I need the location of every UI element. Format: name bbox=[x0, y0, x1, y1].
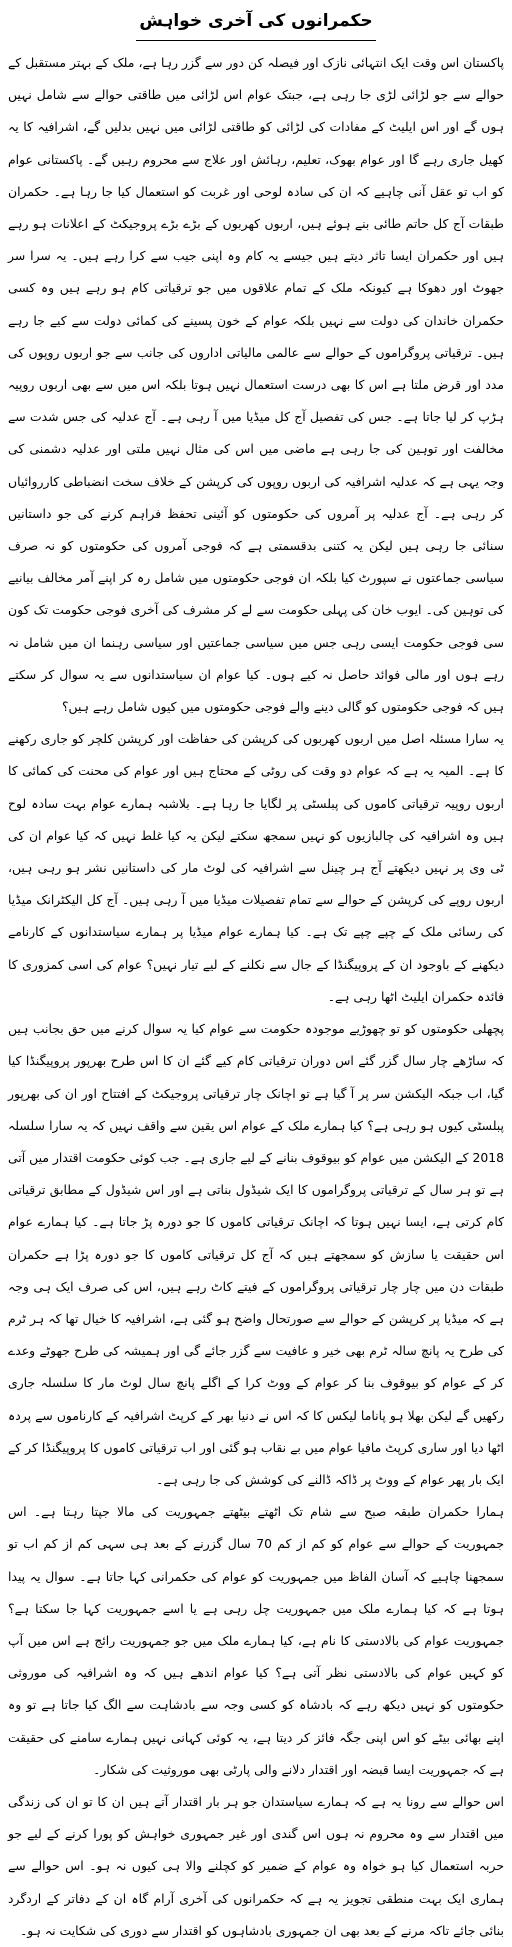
article-body bbox=[8, 47, 504, 1947]
title-underline bbox=[136, 40, 376, 41]
article-title: حکمرانوں کی آخری خواہش bbox=[139, 11, 373, 31]
article-paragraph-3: پچھلی حکومتوں کو تو چھوڑیے موجودہ حکومت سے عوام کیا یہ سوال کرنے میں حق بجانب ہیں کہ ساڑھے چار سال گزر گئے اس دوران ترقیاتی کام کیے گئے ان کا اس طرح بھرپور پروپیگنڈا کیا گیا، اب جبکہ الیکشن سر پر آ گیا ہے تو اچانک چار ترقیاتی پروجیکٹ کے افتتاح اور ان کی بھرپور پبلسٹی کیوں ہو رہی ہے؟ کیا ہمارے ملک کے عوام اس یقین سے واقف نہیں کہ یہ سارا سلسلہ 2018 کے الیکشن میں عوام کو بیوقوف بنانے کے لیے جاری ہے۔ جب کوئی حکومت اقتدار میں آتی ہے تو ہر سال کے ترقیاتی پروگراموں کا ایک شیڈول بناتی ہے اور اس شیڈول کے مطابق ترقیاتی کام کرتی ہے، ایسا نہیں ہوتا کہ اچانک ترقیاتی کاموں کا جو دورہ پڑ جاتا ہے۔ کیا ہمارے عوام اس حقیقت یا سازش کو سمجھتے ہیں کہ آج کل ترقیاتی کاموں کا جو دورہ پڑا ہے حکمران طبقات دن میں چار چار ترقیاتی پروگراموں کے فیتے کاٹ رہے ہیں، اس کی صرف ایک ہی وجہ ہے کہ میڈیا پر کرپشن کے حوالے سے صورتحال واضح ہو گئی ہے، اشرافیہ کا خیال تھا کہ ہر ٹرم کی طرح یہ پانچ سالہ ٹرم بھی خیر و عافیت سے گزر جائے گی اور ہمیشہ کی طرح جھوٹے وعدے کر کے عوام کو بیوقوف بنا کر عوام کے ووٹ کرا کے اگلے پانچ سال لوٹ مار کا سلسلہ جاری رکھیں گے لیکن بھلا ہو پاناما لیکس کا کہ اس نے دنیا بھر کے کرپٹ اشرافیہ کے کارناموں سے پردہ اٹھا دیا اور ساری کرپٹ مافیا عوام میں بے نقاب ہو گئی اور اب ترقیاتی کاموں کا پروپیگنڈا کر کے ایک بار پھر عوام کے ووٹ پر ڈاکہ ڈالنے کی کوشش کی جا رہی ہے۔ bbox=[8, 1021, 504, 1487]
article-paragraph-4: ہمارا حکمران طبقہ صبح سے شام تک اٹھتے بیٹھتے جمہوریت کی مالا جپتا رہتا ہے۔ اس جمہوریت کے حوالے سے عوام کو کم از کم 70 سال گزرنے کے بعد ہی سہی کم از کم اب تو سمجھنا چاہیے کہ آسان الفاظ میں جمہوریت کو عوام کی حکمرانی کہا جاتا ہے۔ سوال یہ پیدا ہوتا ہے کہ کیا ہمارے ملک میں جمہوریت چل رہی ہے یا اسے جمہوریت کہا جا سکتا ہے؟ جمہوریت عوام کی بالادستی کا نام ہے، کیا ہمارے ملک میں جو جمہوریت رائج ہے اس میں آپ کو کہیں عوام کی بالادستی نظر آتی ہے؟ کیا عوام اندھے ہیں کہ وہ اشرافیہ کی موروثی حکومتوں کو نہیں دیکھ رہے کہ بادشاہ کو کسی وجہ سے بادشاہت سے الگ کیا جاتا ہے تو وہ اپنے بھائی بیٹے کو اس اپنی جگہ فائز کر دیتا ہے، یہ کوئی کہانی نہیں ہمارے سامنے کی حقیقت ہے کہ جمہوریت ایسا قبضہ اور اقتدار دلانے والی پارٹی بھی موروثیت کی شکار۔ bbox=[8, 1504, 504, 1777]
article-paragraph-5: اس حوالے سے رونا یہ ہے کہ ہمارے سیاستدان جو ہر بار اقتدار آتے ہیں ان کا تو ان کی زندگی میں اقتدار سے وہ محروم نہ ہوں اس گندی اور غیر جمہوری خواہش کو پورا کرنے کے لیے جو حربہ استعمال کیا ہو خواہ وہ عوام کے ضمیر کو کچلنے والا ہی کیوں نہ ہو۔ اس حوالے سے ہماری ایک بہت منطقی تجویز یہ ہے کہ حکمرانوں کی آخری آرام گاہ ان کے دفاتر کے اردگرد بنائی جائے تاکہ مرنے کے بعد بھی ان جمہوری بادشاہوں کو اقتدار سے دوری کی شکایت نہ ہو۔ bbox=[8, 1793, 504, 1938]
article-paragraph-1: پاکستان اس وقت ایک انتہائی نازک اور فیصلہ کن دور سے گزر رہا ہے، ملک کے بہتر مستقبل کے حوالے سے جو لڑائی لڑی جا رہی ہے، جبتک عوام اس لڑائی میں طاقتی حوالے سے شامل نہیں ہوں گے اور اس ایلیٹ کے مفادات کی لڑائی کو طاقتی لڑائی میں نہیں بدلیں گے، اشرافیہ کا یہ کھیل جاری رہے گا اور عوام بھوک، تعلیم، رہائش اور علاج سے محروم رہیں گے۔ پاکستانی عوام کو اب تو عقل آنی چاہیے کہ ان کی سادہ لوحی اور غربت کو استعمال کیا جا رہا ہے۔ حکمران طبقات آج کل حاتم طائی بنے ہوئے ہیں، اربوں کھربوں کے بڑے بڑے پروجیکٹ کے اعلانات ہو رہے ہیں اور حکمران ایسا تاثر دیتے ہیں جیسے یہ کام وہ اپنی جیب سے کرا رہے ہیں۔ یہ سرا سر جھوٹ اور دھوکا ہے کیونکہ ملک کے تمام علاقوں میں جو ترقیاتی کام ہو رہے ہیں وہ کسی حکمران خاندان کی دولت سے نہیں بلکہ عوام کے خون پسینے کی کمائی دولت سے کیے جا رہے ہیں۔ ترقیاتی پروگراموں کے حوالے سے عالمی مالیاتی اداروں کی جانب سے جو اربوں روپوں کی مدد اور قرض ملتا ہے اس کا بھی درست استعمال نہیں ہوتا بلکہ اس میں سے بھی اربوں روپیہ ہڑپ کر لیا جاتا ہے۔ جس کی تفصیل آج کل میڈیا میں آ رہی ہے۔ آج عدلیہ کی جس شدت سے مخالفت اور توہین کی جا رہی ہے ماضی میں اس کی مثال نہیں ملتی اور عدلیہ دشمنی کی وجہ یہی ہے کہ عدلیہ اشرافیہ کی اربوں روپوں کی کرپشن کے خلاف سخت انضباطی کارروائیاں کر رہی ہے۔ آج عدلیہ پر آمروں کی حکومتوں کو آئینی تحفظ فراہم کرنے کی جو داستانیں سنائی جا رہی ہیں لیکن یہ کتنی بدقسمتی ہے کہ فوجی آمروں کی حکومتوں کو نہ صرف سیاسی جماعتوں نے سپورٹ کیا بلکہ ان فوجی حکومتوں میں شامل رہ کر اپنے آمر مخالف بیانیے کی توہین کی۔ ایوب خان کی پہلی حکومت سے لے کر مشرف کی آخری فوجی حکومت تک کون سی فوجی حکومت ایسی رہی جس میں سیاسی جماعتیں اور سیاسی رہنما ان میں شامل نہ رہے ہوں اور مالی فوائد حاصل نہ کیے ہوں۔ کیا عوام ان سیاستدانوں سے یہ سوال کر سکتے ہیں کہ فوجی حکومتوں کو گالی دینے والے فوجی حکومتوں میں کیوں شامل رہے ہیں؟ bbox=[8, 55, 504, 715]
article-paragraph-2: یہ سارا مسئلہ اصل میں اربوں کھربوں کی کرپشن کی حفاظت اور کرپشن کلچر کو جاری رکھنے کا ہے۔ المیہ یہ ہے کہ عوام دو وقت کی روٹی کے محتاج ہیں اور عوام کی محنت کی کمائی کا اربوں روپیہ ترقیاتی کاموں کی پبلسٹی پر لگایا جا رہا ہے۔ بلاشبہ ہمارے عوام بہت سادہ لوح ہیں وہ اشرافیہ کی چالبازیوں کو نہیں سمجھ سکتے لیکن یہ کیا غلط نہیں کہ کیا عوام ان کی ٹی وی پر نہیں دیکھتے آج ہر چینل سے اشرافیہ کی لوٹ مار کی داستانیں نشر ہو رہی ہیں، اربوں روپے کی کرپشن کے حوالے سے تمام تفصیلات میڈیا میں آ رہی ہیں۔ آج کل الیکٹرانک میڈیا کی رسائی ملک کے چپے چپے تک ہے۔ کیا ہمارے عوام میڈیا پر ہمارے سیاستدانوں کے کارنامے دیکھنے کے باوجود ان کے پروپیگنڈا کے جال سے نکلنے کے لیے تیار نہیں؟ عوام کی اسی کمزوری کا فائدہ حکمران ایلیٹ اٹھا رہی ہے۔ bbox=[8, 731, 504, 1004]
